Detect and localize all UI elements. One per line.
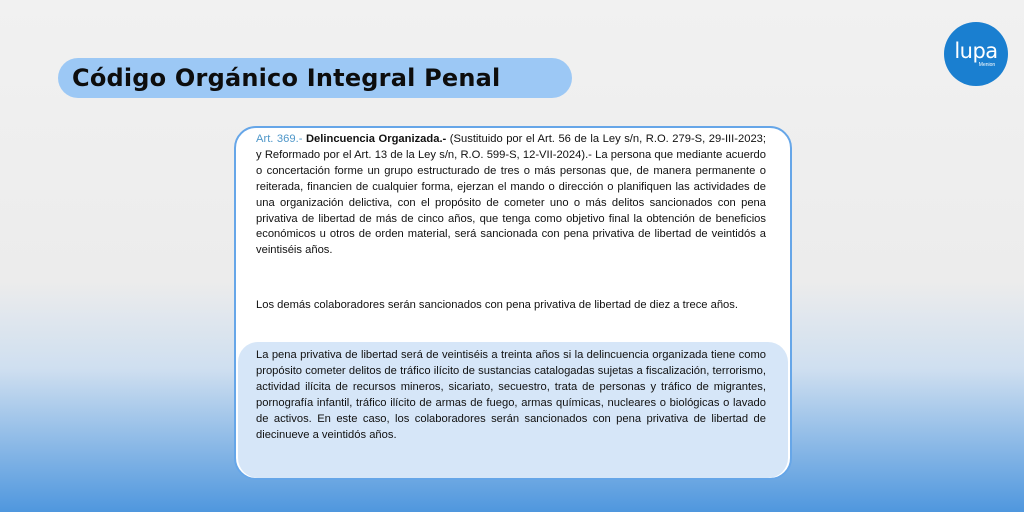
article-heading: Delincuencia Organizada.-	[305, 133, 447, 145]
title-banner	[58, 58, 572, 98]
article-paragraph-3: La pena privativa de libertad será de veintiséis a treinta años si la delincuencia organizada tiene como propósito cometer delitos de tráfico ilícito de sustancias catalogadas sujetas a fiscalización, terrorismo, actividad ilícita de recursos mineros, sicariato, secuestro, trata de personas y tráfico de migrantes, pornografía infantil, tráfico ilícito de armas de fuego, armas químicas, nucleares o biológicas o lavado de activos. En este caso, los colaboradores serán sancionados con pena privativa de libertad de diecinueve a veintidós años.	[256, 349, 766, 441]
article-number: Art. 369.-	[256, 133, 303, 145]
article-paragraph-1	[256, 132, 766, 259]
logo-wordmark: lupa	[954, 38, 998, 63]
logo-subtext: Menion	[978, 61, 996, 68]
article-card	[234, 126, 792, 480]
lupa-logo	[944, 22, 1008, 86]
article-body: (Sustituido por el Art. 56 de la Ley s/n, R.O. 279-S, 29-III-2023; y Reformado por el Art. 13 de la Ley s/n, R.O. 599-S, 12-VII-2024).- La persona que mediante acuerdo o concertación forme un grupo estructurado de tres o más personas que, de manera permanente o reiterada, financien de cualquier forma, ejerzan el mando o dirección o planifiquen las actividades de una organización delictiva, con el propósito de cometer uno o más delitos sancionados con pena privativa de libertad de más de cinco años, que tenga como objetivo final la obtención de beneficios económicos u otros de orden material, será sancionada con pena privativa de libertad de veintidós a veintiséis años.	[256, 133, 766, 257]
article-paragraph-2: Los demás colaboradores serán sancionados con pena privativa de libertad de diez a trece años.	[256, 299, 738, 311]
page-title: Código Orgánico Integral Penal	[72, 64, 501, 92]
